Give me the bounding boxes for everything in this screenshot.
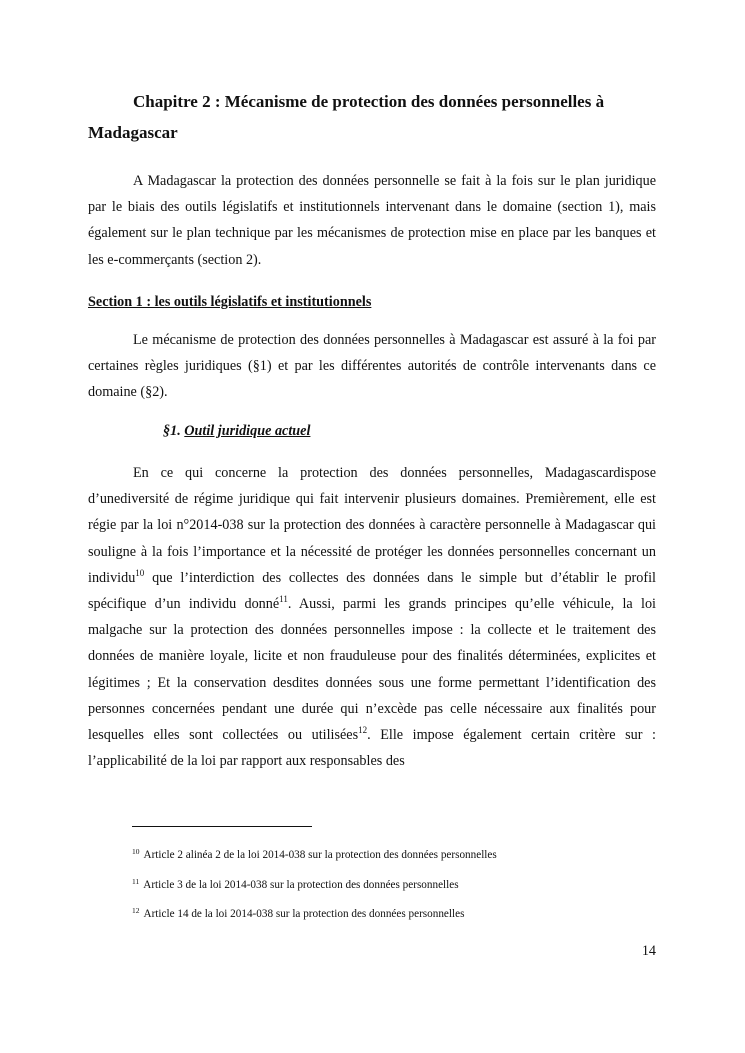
section-intro-paragraph: Le mécanisme de protection des données personnelles à Madagascar est assuré à la foi par certaines règles juridiques (§1) et par les différentes autorités de contrôle intervenants dans ce domaine (§2). <box>88 332 656 401</box>
section-heading: Section 1 : les outils législatifs et institutionnels <box>88 294 372 310</box>
subsection-heading <box>163 423 310 440</box>
footnote-number: 10 <box>132 847 140 856</box>
footnote-text: Article 2 alinéa 2 de la loi 2014-038 sur la protection des données personnelles <box>143 849 497 861</box>
footnote-ref[interactable]: 11 <box>279 594 288 605</box>
intro-paragraph: A Madagascar la protection des données personnelle se fait à la fois sur le plan juridique par le biais des outils législatifs et institutionnels intervenant dans le domaine (section 1), mais également sur le plan technique par les mécanismes de protection mise en place par les banques et les e-commerçants (section 2). <box>88 173 656 268</box>
paragraph-text: . Aussi, parmi les grands principes qu’elle véhicule, la loi malgache sur la protection des données personnelles impose : la collecte et le traitement des données de manière loyale, licite et non frauduleuse pour des finalités déterminées, explicites et légitimes ; Et la conservation desdites données sous une forme permettant l’identification des personnes concernées pendant une durée qui n’excède pas celle nécessaire aux finalités pour lesquelles elles sont collectées ou utilisées <box>88 596 656 744</box>
subsection-number: §1. <box>163 423 181 439</box>
footnote-ref[interactable]: 12 <box>358 725 368 736</box>
paragraph-text: . Elle impose également certain critère sur : l’applicabilité de la loi par rapport aux responsables des <box>88 727 656 770</box>
footnote <box>132 848 497 862</box>
footnote-number: 11 <box>132 877 140 886</box>
chapter-title: Chapitre 2 : Mécanisme de protection des données personnelles à Madagascar <box>88 92 605 142</box>
subsection-title: Outil juridique actuel <box>184 423 311 439</box>
main-paragraph <box>88 460 656 774</box>
footnote-text: Article 3 de la loi 2014-038 sur la protection des données personnelles <box>143 879 459 891</box>
page-number: 14 <box>641 943 656 959</box>
footnote-number: 12 <box>132 906 140 915</box>
footnote-ref[interactable]: 10 <box>135 567 145 578</box>
paragraph-text: En ce qui concerne la protection des données personnelles, Madagascardispose d’unediversité de régime juridique qui fait intervenir plusieurs domaines. Premièrement, elle est régie par la loi n°2014-038 sur la protection des données à caractère personnelle à Madagascar qui souligne à la fois l’importance et la nécessité de protéger les données personnelles concernant un individu <box>88 465 656 586</box>
footnote-text: Article 14 de la loi 2014-038 sur la protection des données personnelles <box>143 908 465 920</box>
paragraph-text: que l’interdiction des collectes des données dans le simple but d’établir le profil spécifique d’un individu donné <box>88 569 656 613</box>
footnote <box>132 878 459 892</box>
footnote-divider <box>132 826 312 827</box>
footnote <box>132 907 464 921</box>
